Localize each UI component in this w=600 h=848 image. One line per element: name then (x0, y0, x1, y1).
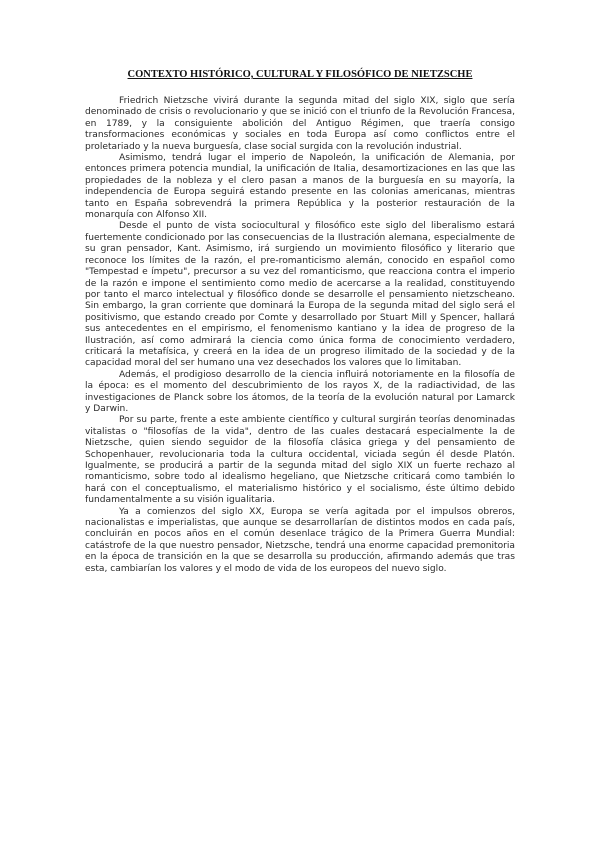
page-title: CONTEXTO HISTÓRICO, CULTURAL Y FILOSÓFICO DE NIETZSCHE (127, 69, 473, 80)
paragraph-2: Asimismo, tendrá lugar el imperio de Napoleón, la unificación de Alemania, por entonces primera potencia mundial, la unificación de Italia, desamortizaciones en las que las propiedades de la nobleza y el clero pasan a manos de la burguesía en su mayoría, la independencia de Europa seguirá estando presente en las colonias americanas, mientras tanto en España sobrevendrá la primera República y la posterior restauración de la monarquía con Alfonso XII. (85, 153, 515, 221)
paragraph-6: Ya a comienzos del siglo XX, Europa se vería agitada por el impulsos obreros, nacionalistas e imperialistas, que aunque se desarrollarían de distintos modos en cada país, concluirán en pocos años en el común desenlace trágico de la Primera Guerra Mundial: catástrofe de la que nuestro pensador, Nietzsche, tendrá una enorme capacidad premonitoria en la época de transición en la que se desarrolla su producción, afirmando además que tras esta, cambiarían los valores y el modo de vida de los europeos del nuevo siglo. (85, 506, 515, 574)
paragraph-5: Por su parte, frente a este ambiente científico y cultural surgirán teorías denominadas vitalistas o "filosofías de la vida", dentro de las cuales destacará especialmente la de Nietzsche, quien siendo seguidor de la filosofía clásica griega y del pensamiento de Schopenhauer, revolucionaria toda la cultura occidental, viciada según él desde Platón. Igualmente, se producirá a partir de la segunda mitad del siglo XIX un fuerte rechazo al romanticismo, sobre todo al idealismo hegeliano, que Nietzsche criticará como también lo hará con el conceptualismo, el materialismo histórico y el socialismo, éste último debido fundamentalmente a su visión igualitaria. (85, 415, 515, 506)
paragraph-3: Desde el punto de vista sociocultural y filosófico este siglo del liberalismo estará fuertemente condicionado por las consecuencias de la Ilustración alemana, especialmente de su gran pensador, Kant. Asimismo, irá surgiendo un movimiento filosófico y literario que reconoce los límites de la razón, el pre-romanticismo alemán, conocido en español como "Tempestad e ímpetu", precursor a su vez del romanticismo, que reacciona contra el imperio de la razón e impone el sentimiento como medio de acercarse a la realidad, constituyendo por tanto el marco intelectual y filosófico donde se desarrolle el pensamiento nietzscheano. Sin embargo, la gran corriente que dominará la Europa de la segunda mitad del siglo será el positivismo, que estando creado por Comte y desarrollado por Stuart Mill y Spencer, hallará sus antecedentes en el empirismo, el fenomenismo kantiano y la idea de progreso de la Ilustración, así como admirará la ciencia como única forma de conocimiento verdadero, criticará la metafísica, y creerá en la idea de un progreso ilimitado de la sociedad y de la capacidad moral del ser humano una vez desechados los valores que lo limitaban. (85, 221, 515, 369)
paragraph-4: Además, el prodigioso desarrollo de la ciencia influirá notoriamente en la filosofía de la época: es el momento del descubrimiento de los rayos X, de la radiactividad, de las investigaciones de Planck sobre los átomos, de la teoría de la evolución natural por Lamarck y Darwin. (85, 369, 515, 414)
paragraph-1: Friedrich Nietzsche vivirá durante la segunda mitad del siglo XIX, siglo que sería denominado de crisis o revolucionario y que se inició con el triunfo de la Revolución Francesa, en 1789, y la consiguiente abolición del Antiguo Régimen, que traería consigo transformaciones económicas y sociales en toda Europa así como conflictos entre el proletariado y la nueva burguesía, clase social surgida con la revolución industrial. (85, 96, 515, 152)
body-text (85, 96, 515, 575)
